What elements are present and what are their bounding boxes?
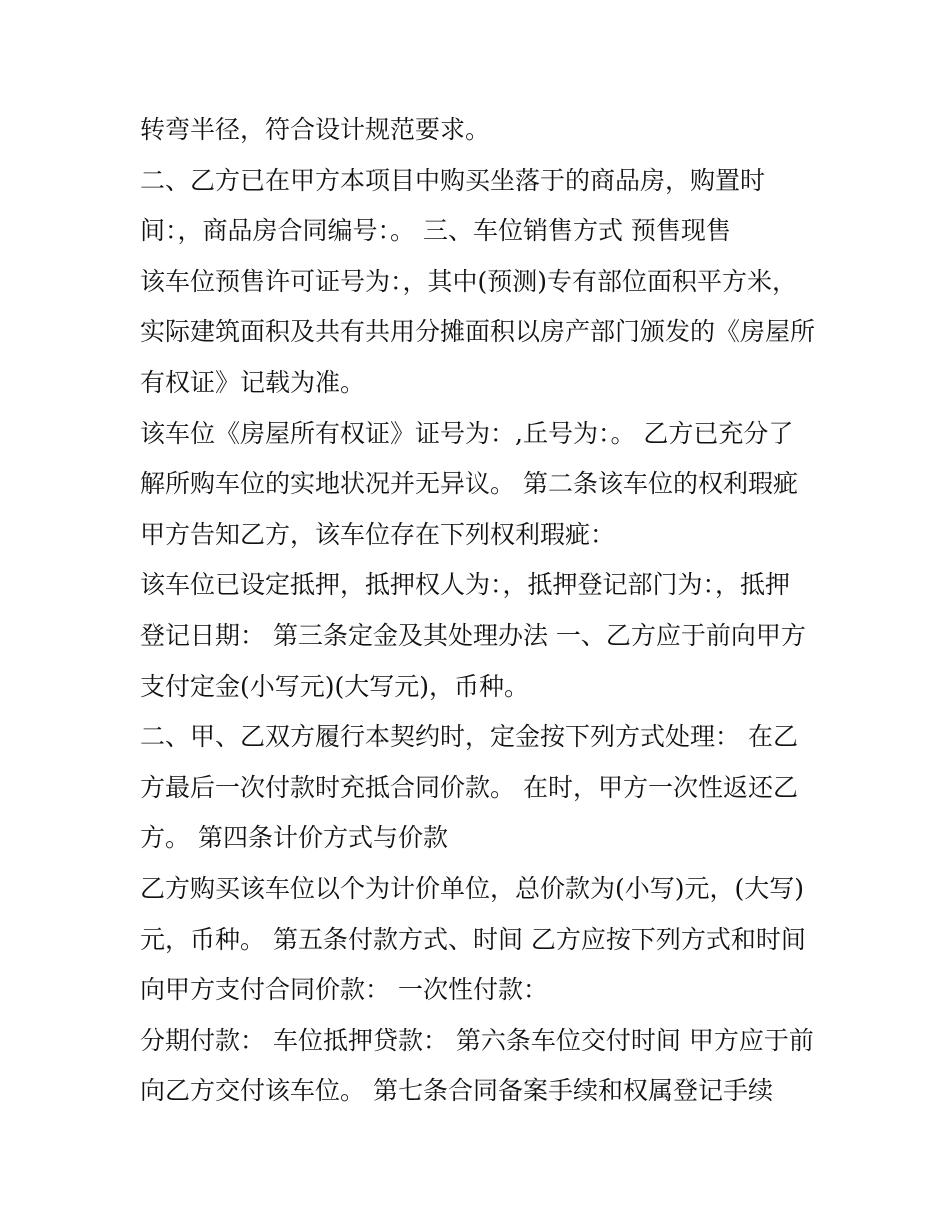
text-line: 二、乙方已在甲方本项目中购买坐落于的商品房，购置时 bbox=[140, 165, 766, 195]
text-line: 元，币种。 第五条付款方式、时间 乙方应按下列方式和时间 bbox=[140, 924, 806, 954]
text-line: 该车位《房屋所有权证》证号为：,丘号为：。 乙方已充分了 bbox=[140, 418, 794, 448]
text-line: 方最后一次付款时充抵合同价款。 在时，甲方一次性返还乙 bbox=[140, 772, 798, 802]
text-line: 方。 第四条计价方式与价款 bbox=[140, 823, 448, 853]
text-line: 间：，商品房合同编号：。 三、车位销售方式 预售现售 bbox=[140, 216, 731, 246]
text-line: 该车位已设定抵押，抵押权人为：，抵押登记部门为：，抵押 bbox=[140, 570, 791, 600]
text-line: 支付定金(小写元)(大写元)，币种。 bbox=[140, 671, 530, 701]
text-line: 转弯半径，符合设计规范要求。 bbox=[140, 115, 491, 144]
text-line: 向乙方交付该车位。 第七条合同备案手续和权属登记手续 bbox=[140, 1076, 773, 1106]
text-line: 登记日期： 第三条定金及其处理办法 一、乙方应于前向甲方 bbox=[140, 620, 806, 650]
text-line: 有权证》记载为准。 bbox=[140, 367, 366, 397]
text-line: 分期付款： 车位抵押贷款： 第六条车位交付时间 甲方应于前 bbox=[140, 1025, 814, 1055]
text-line: 该车位预售许可证号为：，其中(预测)专有部位面积平方米， bbox=[140, 266, 798, 296]
text-line: 甲方告知乙方，该车位存在下列权利瑕疵： bbox=[140, 519, 616, 549]
text-line: 向甲方支付合同价款： 一次性付款： bbox=[140, 975, 548, 1005]
text-line: 二、甲、乙双方履行本契约时，定金按下列方式处理： 在乙 bbox=[140, 722, 798, 752]
text-line: 实际建筑面积及共有共用分摊面积以房产部门颁发的《房屋所 bbox=[140, 317, 816, 347]
text-line: 乙方购买该车位以个为计价单位，总价款为(小写)元，(大写) bbox=[140, 873, 805, 903]
text-line: 解所购车位的实地状况并无异议。 第二条该车位的权利瑕疵 bbox=[140, 469, 798, 499]
